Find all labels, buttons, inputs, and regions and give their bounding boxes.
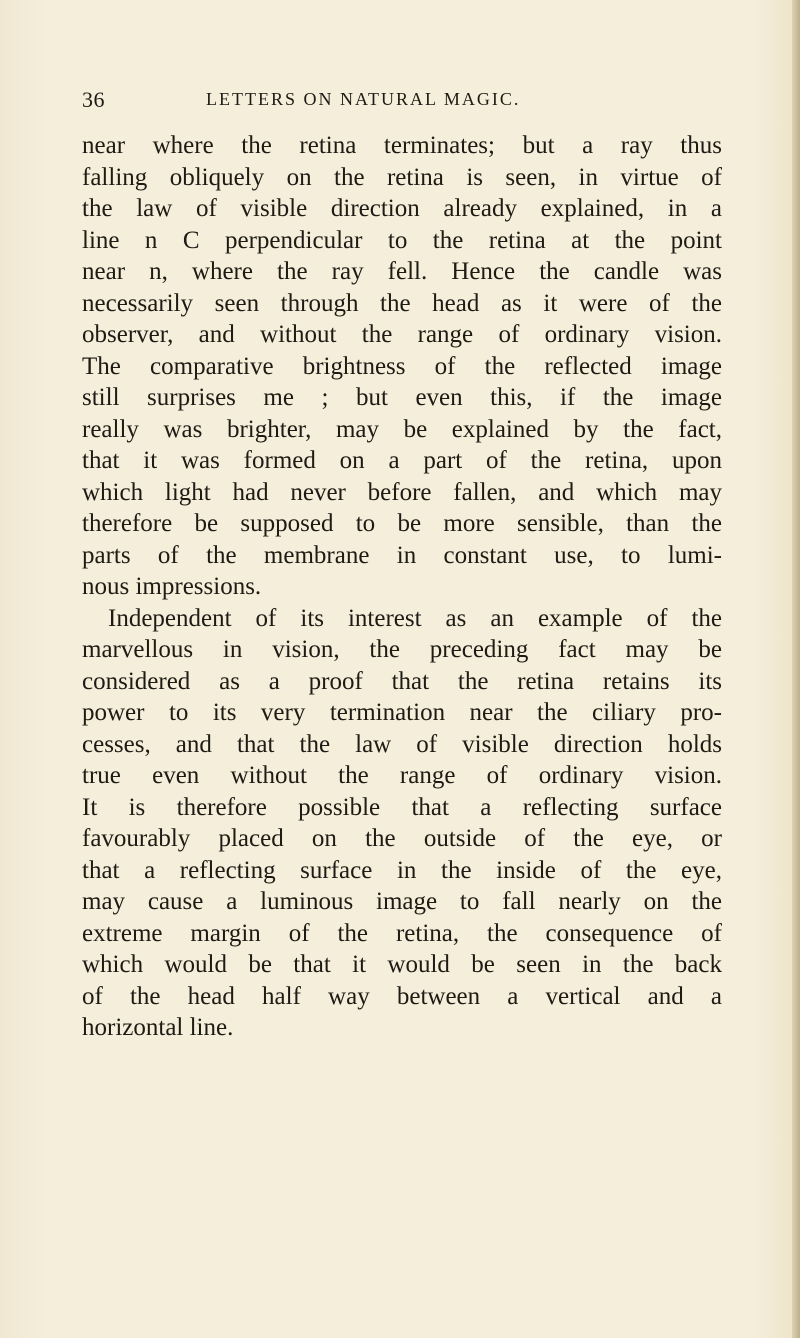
text-line: still surprises me ; but even this, if the image bbox=[82, 384, 722, 411]
text-line: of the head half way between a vertical and a bbox=[82, 982, 722, 1010]
text-line: Independent of its interest as an example of the bbox=[108, 604, 722, 632]
text-line: falling obliquely on the retina is seen, in virtue of bbox=[82, 163, 722, 191]
text-line: which light had never before fallen, and which may bbox=[82, 478, 722, 506]
text-line: It is therefore possible that a reflecting surface bbox=[82, 793, 722, 821]
text-line: observer, and without the range of ordinary vision. bbox=[82, 321, 722, 348]
text-line: the law of visible direction already explained, in a bbox=[82, 195, 722, 222]
text-line: may cause a luminous image to fall nearly on the bbox=[82, 888, 722, 915]
text-line: The comparative brightness of the reflected image bbox=[82, 352, 722, 380]
text-line: extreme margin of the retina, the consequence of bbox=[82, 919, 722, 947]
body-text bbox=[82, 130, 722, 1044]
text-line: near n, where the ray fell. Hence the candle was bbox=[82, 258, 722, 285]
text-line: that it was formed on a part of the retina, upon bbox=[82, 447, 722, 474]
text-line: that a reflecting surface in the inside of the eye, bbox=[82, 856, 722, 884]
page-number: 36 bbox=[82, 87, 105, 112]
text-line: considered as a proof that the retina retains its bbox=[82, 667, 722, 695]
text-line: true even without the range of ordinary vision. bbox=[82, 762, 722, 789]
text-line: favourably placed on the outside of the eye, or bbox=[82, 825, 722, 852]
page-edge bbox=[792, 0, 800, 1338]
text-line: cesses, and that the law of visible direction holds bbox=[82, 730, 722, 758]
text-line: line n C perpendicular to the retina at the point bbox=[82, 226, 722, 254]
text-line: near where the retina terminates; but a ray thus bbox=[82, 132, 722, 159]
text-line: nous impressions. bbox=[82, 573, 262, 600]
text-line: horizontal line. bbox=[82, 1014, 234, 1041]
text-line: power to its very termination near the ciliary pro- bbox=[82, 699, 722, 726]
text-line: which would be that it would be seen in the back bbox=[82, 951, 722, 978]
text-line: therefore be supposed to be more sensible, than the bbox=[82, 510, 722, 537]
text-line: really was brighter, may be explained by the fact, bbox=[82, 415, 722, 443]
text-line: necessarily seen through the head as it were of the bbox=[82, 289, 722, 317]
page-header bbox=[82, 87, 722, 117]
text-line: marvellous in vision, the preceding fact may be bbox=[82, 636, 722, 663]
text-line: parts of the membrane in constant use, to lumi- bbox=[82, 541, 722, 569]
running-head: LETTERS ON NATURAL MAGIC. bbox=[206, 89, 521, 109]
